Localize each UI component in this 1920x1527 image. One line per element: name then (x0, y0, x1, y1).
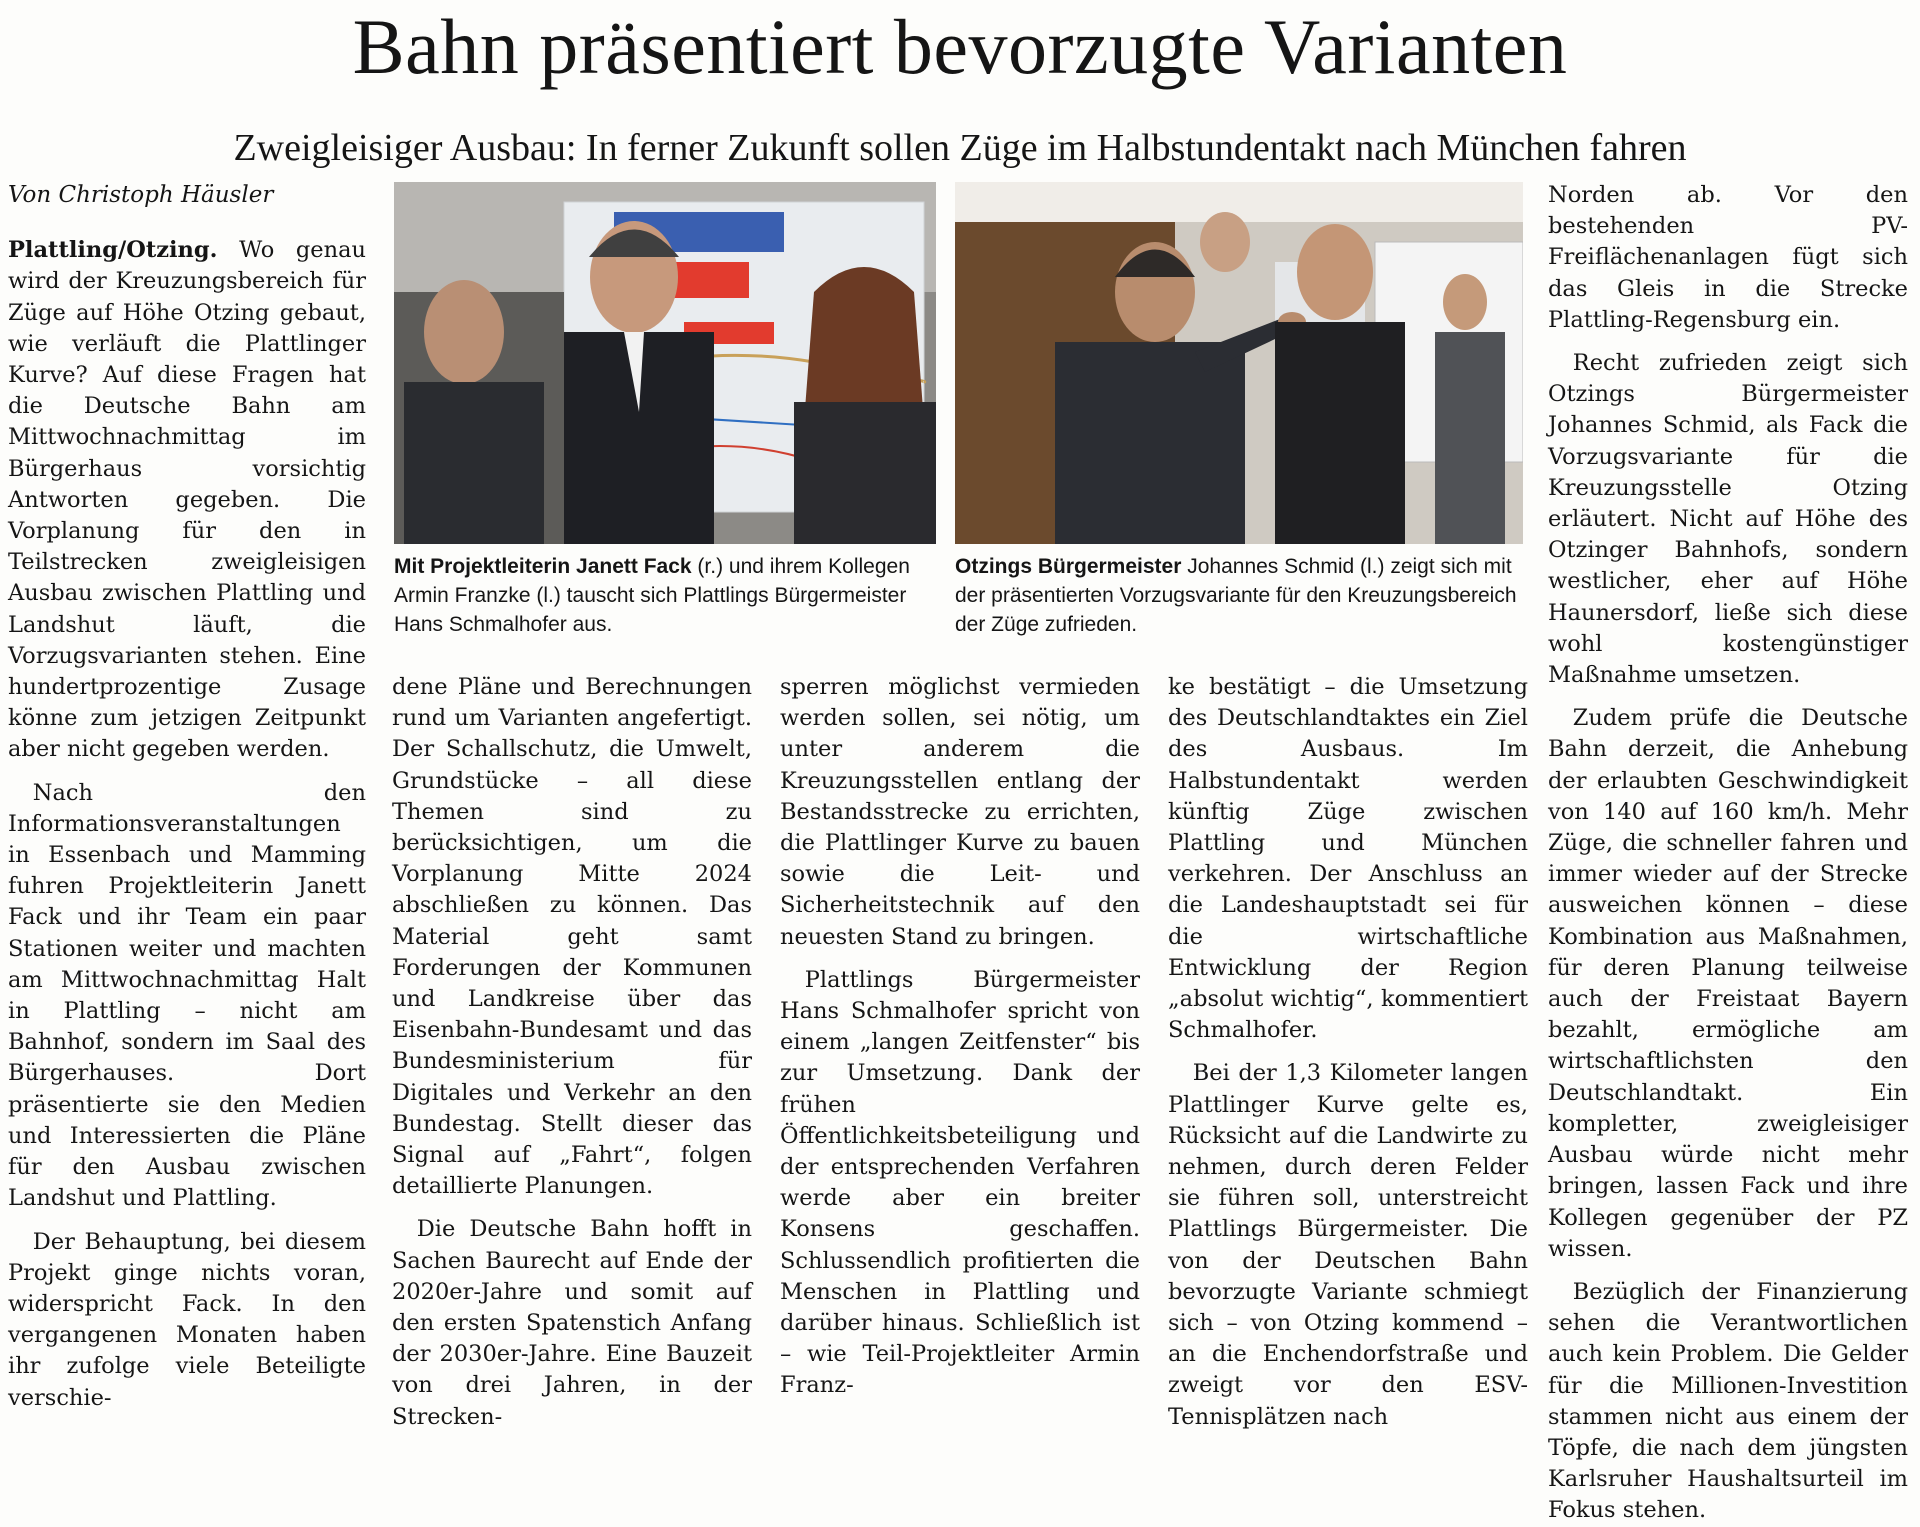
caption-lead: Mit Projektleiterin Janett Fack (394, 555, 692, 578)
article-column-1 (8, 180, 366, 1414)
paragraph (8, 235, 366, 765)
paragraph: Zudem prüfe die Deutsche Bahn derzeit, die Anhebung der erlaubten Geschwindigkeit von 140 auf 160 km/h. Mehr Züge, die schneller fahren und immer wieder auf der Strecke ausweichen können – diese Kombination aus Maßnahmen, für deren Planung teilweise auch der Freistaat Bayern bezahlt, ermögliche am wirtschaftlichsten den Deutschlandtakt. Ein kompletter, zweigleisiger Ausbau würde nicht mehr bringen, lassen Fack und ihre Kollegen gegenüber der PZ wissen. (1548, 705, 1908, 1262)
photo-caption-1 (394, 552, 936, 639)
photo-illustration (394, 182, 936, 544)
paragraph: Die Deutsche Bahn hofft in Sachen Baurecht auf Ende der 2020er-Jahre und somit auf den ersten Spatenstich Anfang der 2030er-Jahre. Eine Bauzeit von drei Jahren, in der Strecken- (392, 1216, 752, 1430)
article-column-5 (1548, 180, 1908, 1527)
paragraph-text: Wo genau wird der Kreuzungsbereich für Züge auf Höhe Otzing gebaut, wie verläuft die Plattlinger Kurve? Auf diese Fragen hat die Deutsche Bahn am Mittwochnachmittag im Bürgerhaus vorsichtig Antworten gegeben. Die Vorplanung für den in Teilstrecken zweigleisigen Ausbau zwischen Plattling und Landshut läuft, die Vorzugsvarianten stehen. Eine hundertprozentige Zusage könne zum jetzigen Zeitpunkt aber nicht gegeben werden. (8, 237, 366, 763)
photo-mayor-otzing (955, 182, 1523, 544)
photo-illustration (955, 182, 1523, 544)
paragraph: Norden ab. Vor den bestehenden PV-Freiflächenanlagen fügt sich das Gleis in die Strecke Plattling-Regensburg ein. (1548, 182, 1908, 333)
paragraph: Bei der 1,3 Kilometer langen Plattlinger Kurve gelte es, Rücksicht auf die Landwirte zu nehmen, durch deren Felder sie führen soll, unterstreicht Plattlings Bürgermeister. Die von der Deutschen Bahn bevorzugte Variante schmiegt sich – von Otzing kommend – an die Enchendorfstraße und zweigt vor den ESV-Tennisplätzen nach (1168, 1060, 1528, 1430)
caption-lead: Otzings Bürgermeister (955, 555, 1182, 578)
paragraph: Recht zufrieden zeigt sich Otzings Bürgermeister Johannes Schmid, als Fack die Vorzugsvariante für die Kreuzungsstelle Otzing erläutert. Nicht auf Höhe des Otzinger Bahnhofs, sondern westlicher, eher auf Höhe Haunersdorf, ließe sich diese wohl kostengünstiger Maßnahme umsetzen. (1548, 350, 1908, 689)
byline: Von Christoph Häusler (8, 182, 274, 208)
photo-project-leaders (394, 182, 936, 544)
caption-text: Johannes Schmid (l.) zeigt sich mit der präsentierten Vorzugsvariante für den Kreuzungsbereich der Züge zufrieden. (955, 555, 1517, 636)
article-column-2 (392, 672, 752, 1433)
paragraph: Der Behauptung, bei diesem Projekt ginge nichts voran, widerspricht Fack. In den vergangenen Monaten haben ihr zufolge viele Beteiligte verschie- (8, 1228, 366, 1411)
article-column-4 (1168, 672, 1528, 1433)
dateline: Plattling/Otzing. (8, 237, 218, 264)
paragraph: Nach den Informationsveranstaltungen in Essenbach und Mamming fuhren Projektleiterin Janett Fack und ihr Team ein paar Stationen weiter und machten am Mittwochnachmittag Halt in Plattling – nicht am Bahnhof, sondern im Saal des Bürgerhauses. Dort präsentierte sie den Medien und Interessierten die Pläne für den Ausbau zwischen Landshut und Plattling. (8, 779, 366, 1212)
photo-caption-2 (955, 552, 1523, 639)
article-column-3 (780, 672, 1140, 1402)
subheadline: Zweigleisiger Ausbau: In ferner Zukunft sollen Züge im Halbstundentakt nach München fahren (233, 127, 1687, 169)
paragraph: Plattlings Bürgermeister Hans Schmalhofer spricht von einem „langen Zeitfenster“ bis zur Umsetzung. Dank der frühen Öffentlichkeitsbeteiligung und der entsprechenden Verfahren werde aber ein breiter Konsens geschaffen. Schlussendlich profitierten die Menschen in Plattling und darüber hinaus. Schließlich ist – wie Teil-Projektleiter Armin Franz- (780, 966, 1140, 1399)
paragraph: ke bestätigt – die Umsetzung des Deutschlandtaktes ein Ziel des Ausbaus. Im Halbstundentakt werden künftig Züge zwischen Plattling und München verkehren. Der Anschluss an die Landeshauptstadt sei für die wirtschaftliche Entwicklung der Region „absolut wichtig“, kommentiert Schmalhofer. (1168, 674, 1528, 1044)
paragraph: sperren möglichst vermieden werden sollen, sei nötig, um unter anderem die Kreuzungsstellen entlang der Bestandsstrecke zu errichten, die Plattlinger Kurve zu bauen sowie die Leit- und Sicherheitstechnik auf den neuesten Stand zu bringen. (780, 674, 1140, 950)
caption-text: (r.) und ihrem Kollegen Armin Franzke (l.) tauscht sich Plattlings Bürgermeister Hans Schmalhofer aus. (394, 555, 910, 636)
paragraph: Bezüglich der Finanzierung sehen die Verantwortlichen auch kein Problem. Die Gelder für die Millionen-Investition stammen nicht aus einem der Töpfe, die nach dem jüngsten Karlsruher Haushaltsurteil im Fokus stehen. (1548, 1278, 1908, 1524)
headline: Bahn präsentiert bevorzugte Varianten (352, 3, 1568, 90)
paragraph: dene Pläne und Berechnungen rund um Varianten angefertigt. Der Schallschutz, die Umwelt, Grundstücke – all diese Themen sind zu berücksichtigen, um die Vorplanung Mitte 2024 abschließen zu können. Das Material geht samt Forderungen der Kommunen und Landkreise über das Eisenbahn-Bundesamt und das Bundesministerium für Digitales und Verkehr an den Bundestag. Stellt dieser das Signal auf „Fahrt“, folgen detaillierte Planungen. (392, 674, 752, 1200)
